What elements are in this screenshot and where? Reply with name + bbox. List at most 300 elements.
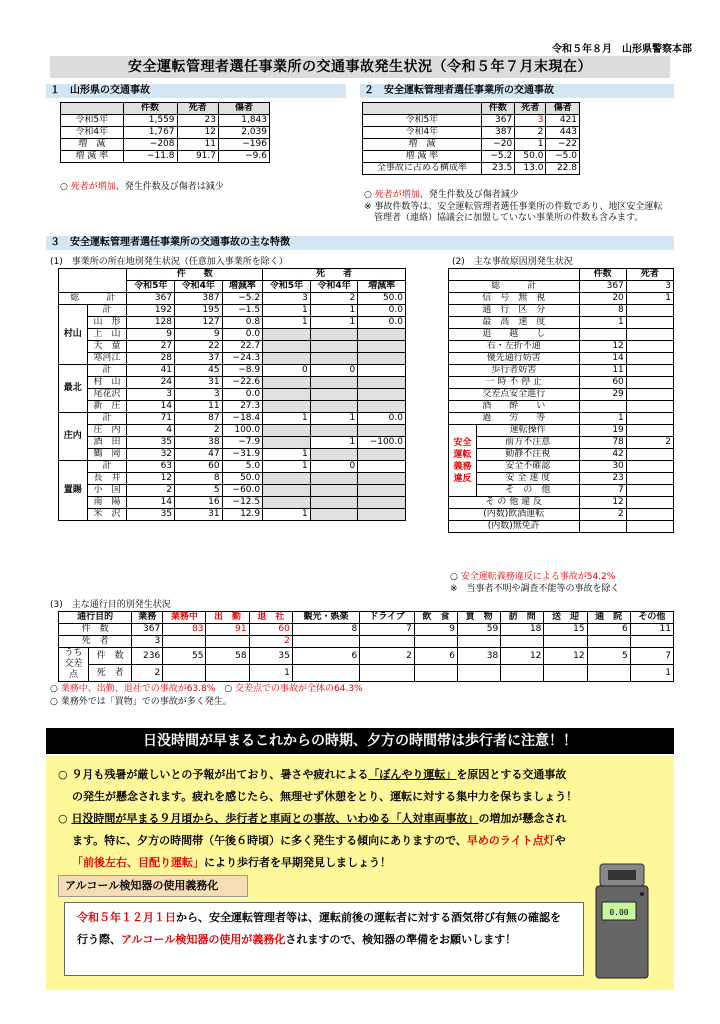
table-cell: 45 xyxy=(175,365,223,377)
table-cell: −5.2 xyxy=(222,293,263,305)
table-cell xyxy=(310,401,358,413)
table-cell xyxy=(263,485,311,497)
table-cell: 387 xyxy=(175,293,223,305)
group-label: うち交差点 xyxy=(59,648,89,682)
row-label: 令和4年 xyxy=(363,127,482,139)
row-label: 件 数 xyxy=(59,624,132,636)
table-cell xyxy=(292,665,359,682)
row-label: そ の 他 xyxy=(477,485,580,497)
table-cell: 78 xyxy=(579,437,626,449)
table-cell xyxy=(626,305,673,317)
alcohol-title: アルコール検知器の使用義務化 xyxy=(58,875,248,897)
table-row xyxy=(59,377,406,389)
table-row xyxy=(449,485,674,497)
row-label: 通行目的 xyxy=(59,612,132,624)
table-cell xyxy=(626,473,673,485)
table-cell: 8 xyxy=(292,624,359,636)
table-cell: 91.7 xyxy=(177,151,218,163)
row-label: 安全不確認 xyxy=(477,461,580,473)
table-cell: 1,767 xyxy=(123,127,177,139)
row-label: 信 号 無 視 xyxy=(449,293,580,305)
table-cell: 1,559 xyxy=(123,115,177,127)
table-cell: −7.9 xyxy=(222,437,263,449)
table-row xyxy=(59,461,406,473)
table-cell xyxy=(358,353,406,365)
row-label: 死 者 xyxy=(89,665,132,682)
column-header: 増減率 xyxy=(222,281,263,293)
table-cell xyxy=(626,317,673,329)
table-cell xyxy=(626,425,673,437)
row-label: 酒 酔 い xyxy=(449,401,580,413)
purpose-table xyxy=(58,611,674,682)
table-cell xyxy=(501,665,544,682)
header-row xyxy=(59,612,674,624)
table-cell: 22 xyxy=(175,341,223,353)
table-cell: −8.9 xyxy=(222,365,263,377)
column-header: 退 社 xyxy=(249,612,292,624)
table-cell xyxy=(263,353,311,365)
table-cell xyxy=(358,389,406,401)
region-label: 村山 xyxy=(59,305,88,365)
table-cell: −60.0 xyxy=(222,485,263,497)
table-cell xyxy=(263,377,311,389)
table-cell xyxy=(358,377,406,389)
t2-note: ○ 安全運転義務違反による事故が54.2% xyxy=(450,572,616,582)
column-header: 令和4年 xyxy=(175,281,223,293)
table-cell xyxy=(630,636,673,648)
table-cell: 19 xyxy=(579,425,626,437)
table-cell: 0.0 xyxy=(358,413,406,425)
header-row xyxy=(61,103,270,115)
yellow-text: ○ ９月も残暑が厳しいとの予報が出ており、暑さや疲れによる「ぼんやり運転」を原因とする交通事故 の発生が懸念されます。疲れを感じたら、無理せず休憩をとり、運転に対する集中力を保ちましょう！ ○ 日没時間が早まる９月頃から、歩行者と車両との事故、いわゆる「人対車両事故」の増加が懸念され ます。特に、夕方の時間帯（午後６時頃）に多く発生する傾向にありますので、早めのライト点灯や 「前後左右、目配り運転」により歩行者を早期発見しましょう！ xyxy=(58,768,578,869)
table-row xyxy=(59,648,674,665)
table-row xyxy=(449,425,674,437)
table-cell xyxy=(449,269,580,281)
table-cell xyxy=(358,497,406,509)
table-cell: 3 xyxy=(263,293,311,305)
row-label: 庄 内 xyxy=(87,425,127,437)
table-cell: 1 xyxy=(263,317,311,329)
table-row xyxy=(363,115,580,127)
table-row xyxy=(59,473,406,485)
row-label: 天 童 xyxy=(87,341,127,353)
table-cell: 50.0 xyxy=(222,473,263,485)
table-cell xyxy=(358,329,406,341)
column-header: 訪 問 xyxy=(501,612,544,624)
table-cell: 1 xyxy=(310,437,358,449)
table-cell: 91 xyxy=(206,624,249,636)
table-cell xyxy=(626,329,673,341)
group-header: 件 数 xyxy=(127,269,263,281)
table-cell xyxy=(263,473,311,485)
table-cell xyxy=(263,425,311,437)
table-row xyxy=(449,401,674,413)
table-cell: −196 xyxy=(219,139,270,151)
table-row xyxy=(59,497,406,509)
t3-caption: (3) 主な通行目的別発生状況 xyxy=(50,600,171,610)
table-cell: 12 xyxy=(579,497,626,509)
region-label: 庄内 xyxy=(59,413,88,461)
row-label: 件 数 xyxy=(89,648,132,665)
table-cell: −31.9 xyxy=(222,449,263,461)
table-cell xyxy=(626,341,673,353)
table-cell: 41 xyxy=(127,365,175,377)
row-label: 令和5年 xyxy=(61,115,124,127)
table-row xyxy=(59,437,406,449)
table-cell xyxy=(263,437,311,449)
table-cell: 1 xyxy=(515,139,546,151)
region-label: 最北 xyxy=(59,365,88,413)
table-cell: 11 xyxy=(630,624,673,636)
table-cell: −5.2 xyxy=(481,151,515,163)
region-table xyxy=(58,268,406,521)
table-cell xyxy=(310,509,358,521)
column-header: 買 物 xyxy=(458,612,501,624)
table-cell: 0.0 xyxy=(222,389,263,401)
table-row xyxy=(449,449,674,461)
table-cell xyxy=(414,636,457,648)
row-label: 山 形 xyxy=(87,317,127,329)
table-cell: 2,039 xyxy=(219,127,270,139)
section2-heading: ２ 安全運転管理者選任事業所の交通事故 xyxy=(360,84,674,98)
table-cell xyxy=(358,509,406,521)
table-row xyxy=(59,449,406,461)
table-cell: 27 xyxy=(127,341,175,353)
table-cell: 1,843 xyxy=(219,115,270,127)
table-cell: 12.9 xyxy=(222,509,263,521)
table-cell: 14 xyxy=(127,401,175,413)
table-cell: −208 xyxy=(123,139,177,151)
table-cell xyxy=(310,497,358,509)
column-header: 件数 xyxy=(123,103,177,115)
safety-group-label: 安全運転義務違反 xyxy=(449,425,477,497)
table-cell: 14 xyxy=(127,497,175,509)
table-cell xyxy=(263,497,311,509)
table-row xyxy=(59,624,674,636)
table-cell xyxy=(292,636,359,648)
table-cell: 0 xyxy=(310,365,358,377)
table-cell: 15 xyxy=(544,624,587,636)
table-cell: 367 xyxy=(127,293,175,305)
table-cell: 1 xyxy=(263,413,311,425)
table-cell: 50.0 xyxy=(358,293,406,305)
row-label: 寒河江 xyxy=(87,353,127,365)
row-label: 南 陽 xyxy=(87,497,127,509)
table-row xyxy=(59,425,406,437)
table-row xyxy=(61,127,270,139)
table-cell: 6 xyxy=(292,648,359,665)
column-header: 観光・娯楽 xyxy=(292,612,359,624)
t1-caption: (1) 事業所の所在地別発生状況（任意加入事業所を除く） xyxy=(50,257,288,267)
sec1-table xyxy=(60,102,270,163)
row-label: そ の 他 違 反 xyxy=(449,497,580,509)
table-cell xyxy=(579,329,626,341)
table-cell xyxy=(358,365,406,377)
table-cell: 0.0 xyxy=(358,317,406,329)
table-cell xyxy=(310,425,358,437)
column-header: 飲 食 xyxy=(414,612,457,624)
table-cell: 60 xyxy=(175,461,223,473)
table-cell: 35 xyxy=(127,509,175,521)
table-cell: 0 xyxy=(310,461,358,473)
table-cell: 11 xyxy=(177,139,218,151)
table-cell: 1 xyxy=(626,293,673,305)
row-label: 総 計 xyxy=(59,293,127,305)
row-label: 計 xyxy=(87,413,127,425)
table-cell xyxy=(310,473,358,485)
table-row xyxy=(449,521,674,533)
row-label: 米 沢 xyxy=(87,509,127,521)
table-cell: 12 xyxy=(579,341,626,353)
sec2-table xyxy=(362,102,580,175)
table-cell: 236 xyxy=(132,648,163,665)
table-cell xyxy=(163,636,206,648)
table-cell: 14 xyxy=(579,353,626,365)
t3-note1: ○ 業務中、出勤、退社での事故が63.8% ○ 交差点での事故が全体の64.3% xyxy=(50,684,363,694)
table-cell xyxy=(626,413,673,425)
table-cell: 38 xyxy=(458,648,501,665)
table-cell xyxy=(310,485,358,497)
table-cell xyxy=(579,521,626,533)
table-row xyxy=(59,305,406,317)
column-header: 死者 xyxy=(177,103,218,115)
table-cell: 367 xyxy=(132,624,163,636)
table-cell: 32 xyxy=(127,449,175,461)
row-label: 長 井 xyxy=(87,473,127,485)
table-cell: −22 xyxy=(546,139,580,151)
table-cell: 13.0 xyxy=(515,163,546,175)
row-label: 歩行者妨害 xyxy=(449,365,580,377)
table-cell: 55 xyxy=(163,648,206,665)
sec2-note3: 管理者（連絡）協議会に加盟していない事業所の件数も含みます。 xyxy=(374,213,644,223)
row-label: 計 xyxy=(87,305,127,317)
table-cell: −1.5 xyxy=(222,305,263,317)
table-cell: 1 xyxy=(263,509,311,521)
table-cell: 9 xyxy=(414,624,457,636)
table-cell: 192 xyxy=(127,305,175,317)
table-cell xyxy=(310,329,358,341)
row-label: 計 xyxy=(87,365,127,377)
table-cell xyxy=(626,401,673,413)
table-cell: 24 xyxy=(127,377,175,389)
section1-heading: １ 山形県の交通事故 xyxy=(46,84,346,98)
table-cell: 367 xyxy=(579,281,626,293)
alcohol-box: 令和５年１２月１日から、安全運転管理者等は、運転前後の運転者に対する酒気帯び有無の確認を行う際、アルコール検知器の使用が義務化されますので、検知器の準備をお願いします！ xyxy=(64,902,584,976)
row-label: 尾花沢 xyxy=(87,389,127,401)
column-header: 死者 xyxy=(626,269,673,281)
table-row xyxy=(449,509,674,521)
table-row xyxy=(59,665,674,682)
table-cell: 3 xyxy=(515,115,546,127)
table-cell: 18 xyxy=(501,624,544,636)
table-cell: −18.4 xyxy=(222,413,263,425)
table-cell: 83 xyxy=(163,624,206,636)
table-cell: 127 xyxy=(175,317,223,329)
table-cell xyxy=(626,461,673,473)
table-cell: 9 xyxy=(127,329,175,341)
t3-note2: ○ 業務外では「買物」での事故が多く発生。 xyxy=(50,697,232,707)
table-cell: 6 xyxy=(587,624,630,636)
table-cell xyxy=(626,509,673,521)
table-cell: 8 xyxy=(175,473,223,485)
table-row xyxy=(59,509,406,521)
table-cell xyxy=(358,425,406,437)
table-cell xyxy=(360,665,415,682)
table-cell xyxy=(61,103,124,115)
table-cell: 12 xyxy=(544,648,587,665)
row-label: 酒 田 xyxy=(87,437,127,449)
table-cell: 60 xyxy=(579,377,626,389)
column-header: 令和4年 xyxy=(310,281,358,293)
table-row xyxy=(449,437,674,449)
column-header: 件数 xyxy=(481,103,515,115)
table-row xyxy=(449,305,674,317)
table-cell: 1 xyxy=(579,413,626,425)
table-cell: 37 xyxy=(175,353,223,365)
table-cell: 1 xyxy=(263,461,311,473)
table-cell: 22.8 xyxy=(546,163,580,175)
sec2-note: ○ 死者が増加、発生件数及び傷者減少 xyxy=(364,190,519,200)
table-cell: 7 xyxy=(360,624,415,636)
row-label: 交差点安全進行 xyxy=(449,389,580,401)
row-label: 通 行 区 分 xyxy=(449,305,580,317)
table-row xyxy=(449,341,674,353)
total-row xyxy=(59,293,406,305)
row-label: 死 者 xyxy=(59,636,132,648)
column-header: 傷者 xyxy=(546,103,580,115)
table-cell: −24.3 xyxy=(222,353,263,365)
table-cell: −20 xyxy=(481,139,515,151)
table-cell: 60 xyxy=(249,624,292,636)
table-cell: 11 xyxy=(175,401,223,413)
table-cell: 87 xyxy=(175,413,223,425)
table-row xyxy=(449,317,674,329)
table-row xyxy=(59,365,406,377)
table-row xyxy=(449,353,674,365)
table-cell: −100.0 xyxy=(358,437,406,449)
table-cell: 3 xyxy=(132,636,163,648)
table-cell xyxy=(310,353,358,365)
table-cell: 29 xyxy=(579,389,626,401)
row-label: (内数)飲酒運転 xyxy=(449,509,580,521)
table-cell: 387 xyxy=(481,127,515,139)
column-header: 令和5年 xyxy=(127,281,175,293)
table-row xyxy=(59,636,674,648)
table-cell: 22.7 xyxy=(222,341,263,353)
table-cell xyxy=(263,401,311,413)
table-cell: 2 xyxy=(127,485,175,497)
table-cell: 8 xyxy=(579,305,626,317)
table-row xyxy=(449,329,674,341)
header-row xyxy=(449,269,674,281)
table-row xyxy=(449,413,674,425)
column-header: 令和5年 xyxy=(263,281,311,293)
table-cell: 3 xyxy=(127,389,175,401)
table-cell xyxy=(358,449,406,461)
cause-table xyxy=(448,268,674,533)
section3-heading: ３ 安全運転管理者選任事業所の交通事故の主な特徴 xyxy=(46,236,674,250)
table-cell: 2 xyxy=(626,437,673,449)
table-row xyxy=(449,497,674,509)
row-label: 安 全 速 度 xyxy=(477,473,580,485)
table-cell: 2 xyxy=(360,648,415,665)
table-cell: 20 xyxy=(579,293,626,305)
table-cell: 58 xyxy=(206,648,249,665)
table-row xyxy=(363,163,580,175)
column-header: 業務 xyxy=(132,612,163,624)
table-cell: 2 xyxy=(249,636,292,648)
table-cell xyxy=(544,636,587,648)
column-header: その他 xyxy=(630,612,673,624)
table-cell: 63 xyxy=(127,461,175,473)
row-label: 計 xyxy=(87,461,127,473)
table-cell: 47 xyxy=(175,449,223,461)
table-cell: 1 xyxy=(263,305,311,317)
table-cell: 30 xyxy=(579,461,626,473)
row-label: 令和4年 xyxy=(61,127,124,139)
table-row xyxy=(363,151,580,163)
table-cell: 28 xyxy=(127,353,175,365)
table-cell xyxy=(626,389,673,401)
page-title: 安全運転管理者選任事業所の交通事故発生状況（令和５年７月末現在） xyxy=(50,56,670,78)
table-cell xyxy=(626,449,673,461)
table-cell: 367 xyxy=(481,115,515,127)
alcohol-detector-icon xyxy=(594,862,650,980)
table-cell: 31 xyxy=(175,377,223,389)
table-cell: 12 xyxy=(177,127,218,139)
table-cell: 2 xyxy=(310,293,358,305)
table-cell: 0 xyxy=(263,365,311,377)
table-cell: 2 xyxy=(175,425,223,437)
table-cell: 42 xyxy=(579,449,626,461)
table-cell xyxy=(626,485,673,497)
table-cell: 59 xyxy=(458,624,501,636)
table-row xyxy=(449,461,674,473)
table-cell: 0.0 xyxy=(222,329,263,341)
table-row xyxy=(59,401,406,413)
row-label: 運転操作 xyxy=(477,425,580,437)
table-cell: −5.0 xyxy=(546,151,580,163)
row-label: 令和5年 xyxy=(363,115,482,127)
row-label: 過 労 等 xyxy=(449,413,580,425)
row-label: 前方不注意 xyxy=(477,437,580,449)
table-cell: 50.0 xyxy=(515,151,546,163)
table-cell: 1 xyxy=(263,449,311,461)
table-cell: 71 xyxy=(127,413,175,425)
table-cell: 23 xyxy=(177,115,218,127)
column-header: 送 迎 xyxy=(544,612,587,624)
table-cell: 9 xyxy=(175,329,223,341)
row-label: 総 計 xyxy=(449,281,580,293)
t2-note2: ※ 当事者不明や調査不能等の事故を除く xyxy=(450,584,620,594)
table-cell xyxy=(363,103,482,115)
column-header: 死者 xyxy=(515,103,546,115)
table-cell: 6 xyxy=(414,648,457,665)
table-cell xyxy=(414,665,457,682)
table-cell xyxy=(360,636,415,648)
table-row xyxy=(449,293,674,305)
row-label: 全事故に占める構成率 xyxy=(363,163,482,175)
table-cell xyxy=(458,665,501,682)
table-cell: 1 xyxy=(630,665,673,682)
table-cell: 5 xyxy=(175,485,223,497)
table-cell xyxy=(587,636,630,648)
column-header: ドライブ xyxy=(360,612,415,624)
group-header: 死 者 xyxy=(263,269,406,281)
header-row xyxy=(363,103,580,115)
table-cell: 27.3 xyxy=(222,401,263,413)
column-header: 業務中 xyxy=(163,612,206,624)
